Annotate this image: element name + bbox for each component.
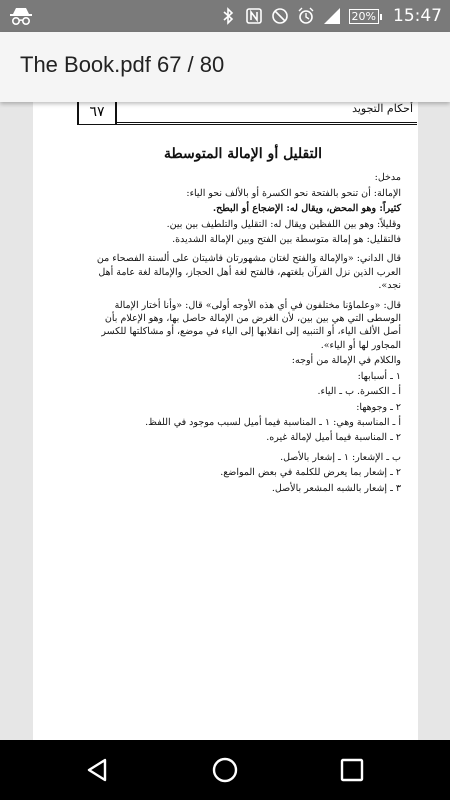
back-icon[interactable] (83, 755, 113, 785)
recent-apps-icon[interactable] (337, 755, 367, 785)
text-line: ٣ ـ إشعار بالشبه المشعر بالأصل. (271, 482, 401, 494)
do-not-disturb-icon (271, 7, 289, 25)
clock: 15:47 (393, 6, 442, 26)
text-line: أ ـ المناسبة وهي: ١ ـ المناسبة فيما أميل لسبب موجود في اللفظ. (145, 416, 401, 428)
text-line: كثيراً: وهو المحض، ويقال له: الإضجاع أو البطح. (212, 203, 401, 215)
section-heading: التقليل أو الإمالة المتوسطة (163, 146, 323, 162)
text-line: والكلام في الإمالة من أوجه: (291, 355, 401, 367)
text-paragraph: قال: «وعلماؤنا مختلفون في أي هذه الأوجه أولى» قال: «وأنا أختار الإمالة الوسطى التي هي بين بين، لأن الغرض من الإمالة حاصل بها، وهو الإعلام بأن أصل الألف الياء، أو التنبيه إلى انقلابها إلى الياء في موضع، أو مشاكلتها للكسر المجاور لها أو الياء». (101, 299, 401, 351)
app-bar (0, 32, 450, 102)
incognito-icon (10, 6, 32, 30)
text-line: فالتقليل: هو إمالة متوسطة بين الفتح وبين الإمالة الشديدة. (172, 234, 401, 246)
text-line: الإمالة: أن تنحو بالفتحة نحو الكسرة أو بالألف نحو الياء: (186, 187, 401, 199)
text-line: أ ـ الكسرة. ب ـ الياء. (317, 386, 401, 398)
bluetooth-icon (219, 7, 237, 25)
next-pdf-page[interactable] (33, 630, 418, 740)
text-line: ٢ ـ وجوهها: (356, 401, 401, 413)
battery-indicator: 20% (349, 9, 379, 24)
pdf-viewer[interactable] (0, 102, 450, 740)
signal-icon (323, 7, 341, 25)
pdf-page[interactable] (33, 102, 418, 705)
text-paragraph: قال الداني: «والإمالة والفتح لغتان مشهورتان فاشيتان على ألسنة الفصحاء من العرب الذين نزل القرآن بلغتهم، فالفتح لغة أهل الحجاز، والإمالة لغة عامة أهل نجد». (96, 253, 401, 292)
page-header (77, 102, 417, 125)
nfc-icon (245, 7, 263, 25)
text-line: مدخل: (374, 172, 401, 184)
document-title: The Book.pdf 67 / 80 (20, 52, 225, 77)
running-head: أحكام التجويد (352, 102, 413, 115)
page-number: ٦٧ (77, 102, 117, 124)
home-icon[interactable] (210, 755, 240, 785)
navigation-bar (0, 740, 450, 800)
text-line: وقليلاً: وهو بين اللفظين ويقال له: التقليل والتلطيف بين بين. (166, 218, 401, 230)
alarm-icon (297, 7, 315, 25)
text-line: ١ ـ أسبابها: (357, 370, 401, 382)
text-line: ب ـ الإشعار: ١ ـ إشعار بالأصل. (280, 451, 401, 463)
text-line: ٢ ـ إشعار بما يعرض للكلمة في بعض المواضع. (220, 467, 401, 479)
status-bar (0, 0, 450, 32)
page-body (85, 148, 401, 497)
text-line: ٢ ـ المناسبة فيما أميل لإمالة غيره. (266, 432, 401, 444)
